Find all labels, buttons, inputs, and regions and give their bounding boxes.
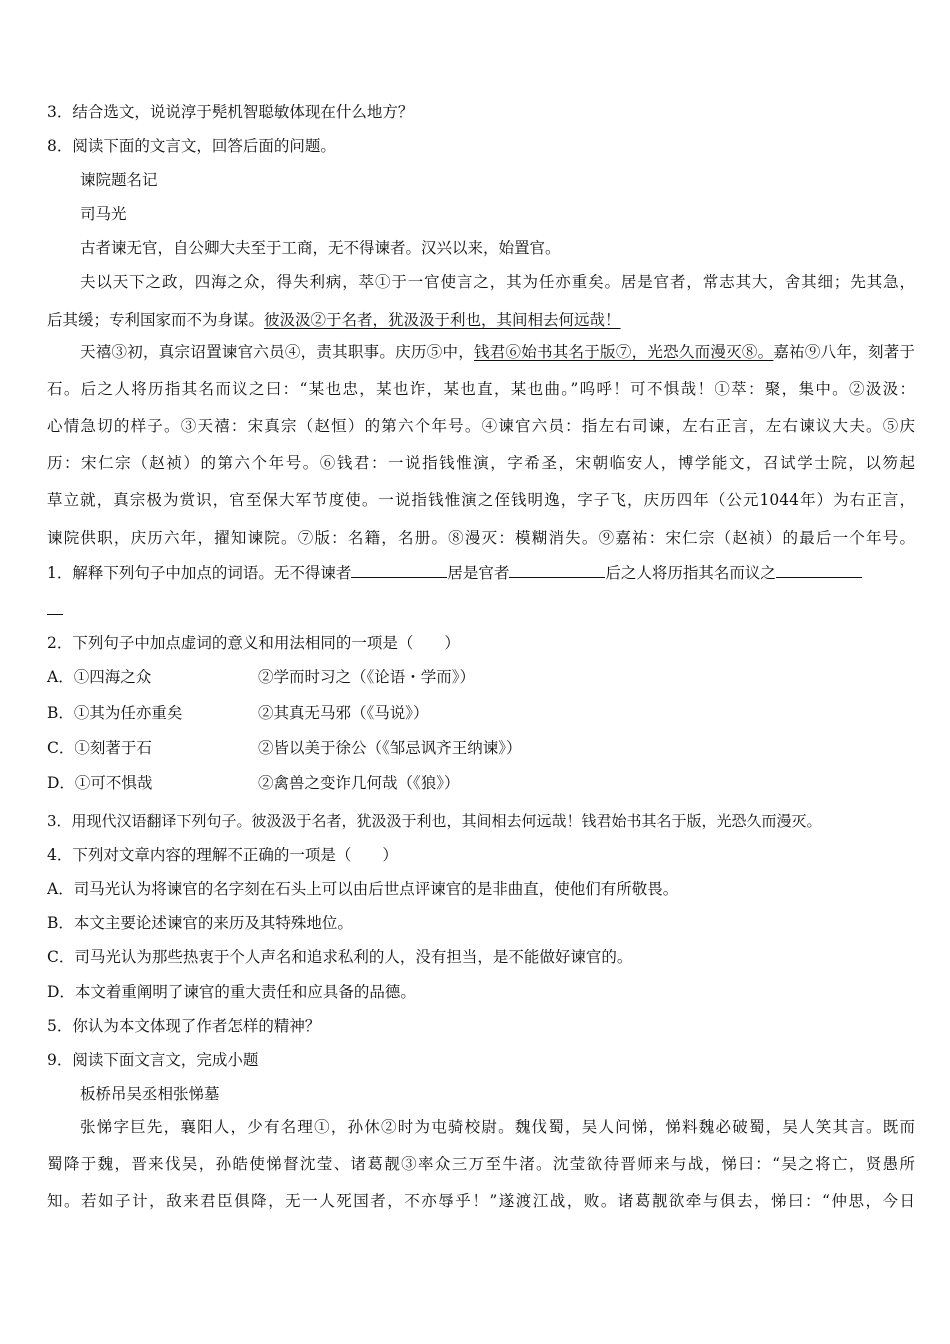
option-left: A．①四海之众 [47, 668, 152, 686]
question-1-text-c: 后之人将历指其名而议之 [605, 564, 776, 582]
option-right: ②学而时习之（《论语・学而》） [258, 668, 476, 686]
option-right: ②禽兽之变诈几何哉（《狼》） [258, 774, 460, 792]
question-1-text-a: 1．解释下列句子中加点的词语。无不得谏者 [47, 564, 352, 582]
question-3-previous: 3．结合选文，说说淳于髡机智聪敏体现在什么地方？ [47, 103, 414, 121]
question-2-option-c [47, 738, 915, 758]
question-8-header: 8．阅读下面的文言文，回答后面的问题。 [47, 137, 336, 155]
underlined-sentence: 彼汲汲②于名者，犹汲汲于利也，其间相去何远哉！ [264, 311, 621, 329]
question-2-option-b [47, 703, 915, 723]
question-5: 5．你认为本文体现了作者怎样的精神？ [47, 1017, 321, 1035]
passage-paragraph-3-line-6: 谏院供职，庆历六年，擢知谏院。⑦版：名籍，名册。⑧漫灭：模糊消失。⑨嘉祐：宋仁宗（赵祯）的最后一个年号。 [47, 529, 915, 547]
question-4-stem: 4．下列对文章内容的理解不正确的一项是（ ） [47, 846, 398, 864]
passage-paragraph-3-line-3: 心情急切的样子。③天禧：宋真宗（赵恒）的第六个年号。④谏官六员：指左右司谏，左右正言，左右谏议大夫。⑤庆 [47, 417, 915, 435]
passage-2-line-1: 张悌字巨先，襄阳人，少有名理①，孙休②时为屯骑校尉。魏伐蜀，吴人问悌，悌料魏必破蜀，吴人笑其言。既而 [80, 1118, 915, 1136]
answer-blank-1[interactable] [351, 563, 447, 578]
answer-blank-3[interactable] [776, 563, 862, 578]
passage-author: 司马光 [80, 205, 127, 223]
passage-text: 天禧③初，真宗诏置谏官六员④，责其职事。庆历⑤中， [80, 343, 474, 361]
question-2-stem: 2．下列句子中加点虚词的意义和用法相同的一项是（ ） [47, 634, 460, 652]
question-4-option-b: B．本文主要论述谏官的来历及其特殊地位。 [47, 914, 353, 932]
question-9-header: 9．阅读下面文言文，完成小题 [47, 1051, 259, 1069]
passage-paragraph-2-line-1: 夫以天下之政，四海之众，得失利病，萃①于一官使言之，其为任亦重矣。居是官者，常志其大，舍其细；先其急， [80, 273, 915, 291]
question-2-option-a [47, 667, 915, 687]
option-right: ②其真无马邪（《马说》） [258, 704, 429, 722]
option-left: C．①刻著于石 [47, 739, 152, 757]
question-3: 3．用现代汉语翻译下列句子。彼汲汲于名者，犹汲汲于利也，其间相去何远哉！钱君始书其名于版，光恐久而漫灭。 [47, 812, 822, 830]
question-4-option-c: C．司马光认为那些热衷于个人声名和追求私利的人，没有担当，是不能做好谏官的。 [47, 948, 633, 966]
passage-paragraph-2-line-2 [47, 310, 621, 330]
underlined-sentence: 钱君⑥始书其名于版⑦，光恐久而漫灭⑧。 [473, 343, 774, 361]
question-2-option-d [47, 773, 915, 793]
passage-paragraph-1: 古者谏无官，自公卿大夫至于工商，无不得谏者。汉兴以来，始置官。 [80, 239, 561, 257]
passage-paragraph-3-line-2: 石。后之人将历指其名而议之曰：“某也忠，某也诈，某也直，某也曲。”呜呼！可不惧哉！①萃：聚，集中。②汲汲： [47, 380, 915, 398]
answer-blank-continuation[interactable] [47, 614, 63, 615]
passage-2-line-2: 蜀降于魏，晋来伐吴，孙皓使悌督沈莹、诸葛靓③率众三万至牛渚。沈莹欲待晋师来与战，悌曰：“吴之将亡，贤愚所 [47, 1155, 915, 1173]
passage-paragraph-3-line-1 [80, 342, 915, 362]
question-4-option-a: A．司马光认为将谏官的名字刻在石头上可以由后世点评谏官的是非曲直，使他们有所敬畏。 [47, 880, 679, 898]
passage-paragraph-3-line-4: 历：宋仁宗（赵祯）的第六个年号。⑥钱君：一说指钱惟演，字希圣，宋朝临安人，博学能文，召试学士院，以笏起 [47, 454, 915, 472]
passage-2-line-3: 知。若如子计，敌来君臣俱降，无一人死国者，不亦辱乎！”遂渡江战，败。诸葛靓欲牵与俱去，悌曰：“仲思，今日 [47, 1192, 915, 1210]
passage-text: 嘉祐⑨八年，刻著于 [773, 343, 915, 361]
passage-paragraph-3-line-5: 草立就，真宗极为赏识，官至保大军节度使。一说指钱惟演之侄钱明逸，字子飞，庆历四年（公元1044年）为右正言， [47, 491, 915, 509]
question-4-option-d: D．本文着重阐明了谏官的重大责任和应具备的品德。 [47, 983, 416, 1001]
question-1 [47, 563, 862, 583]
passage-2-title: 板桥吊吴丞相张悌墓 [80, 1085, 220, 1103]
passage-title: 谏院题名记 [80, 171, 158, 189]
answer-blank-2[interactable] [509, 563, 605, 578]
question-1-text-b: 居是官者 [447, 564, 510, 582]
option-right: ②皆以美于徐公（《邹忌讽齐王纳谏》） [258, 739, 522, 757]
option-left: B．①其为任亦重矣 [47, 704, 183, 722]
option-left: D．①可不惧哉 [47, 774, 153, 792]
passage-text: 后其缓；专利国家而不为身谋。 [47, 311, 265, 329]
